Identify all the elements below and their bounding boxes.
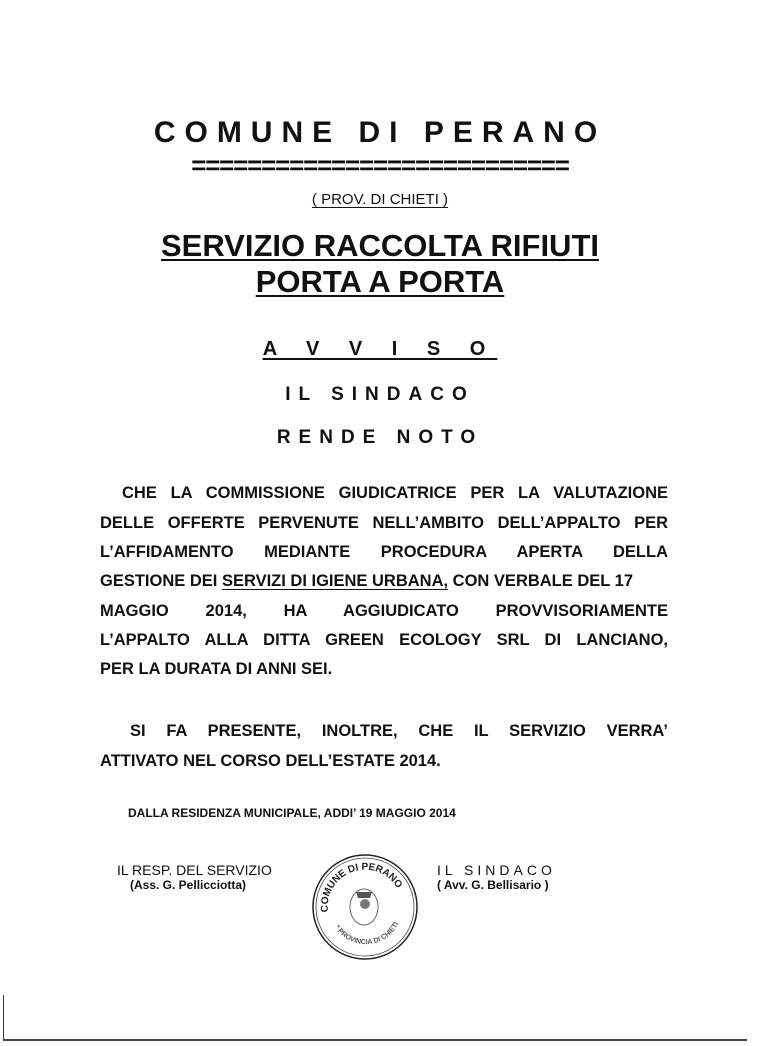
body-line: PER LA DURATA DI ANNI SEI. (100, 660, 333, 678)
body-line: L’APPALTO ALLA DITTA GREEN ECOLOGY SRL DI LANCIANO, (100, 631, 668, 649)
date-place: DALLA RESIDENZA MUNICIPALE, ADDI’ 19 MAGGIO 2014 (128, 806, 456, 820)
body-line: SI FA PRESENTE, INOLTRE, CHE IL SERVIZIO VERRA’ (130, 722, 668, 740)
body-line: CHE LA COMMISSIONE GIUDICATRICE PER LA VALUTAZIONE (122, 484, 668, 502)
body-line: L’AFFIDAMENTO MEDIANTE PROCEDURA APERTA DELLA (100, 543, 668, 561)
body-line: DELLE OFFERTE PERVENUTE NELL’AMBITO DELL’APPALTO PER (100, 514, 668, 532)
scan-edge-horizontal (3, 1039, 747, 1041)
scan-edge-vertical (3, 995, 4, 1040)
sindaco-title: IL SINDACO (437, 862, 556, 878)
resp-title: IL RESP. DEL SERVIZIO (117, 862, 272, 878)
resp-name: (Ass. G. Pellicciotta) (130, 878, 247, 892)
svg-text:COMUNE DI PERANO: COMUNE DI PERANO (319, 861, 405, 913)
separator: =========================== (191, 150, 569, 180)
body-line: GESTIONE DEI SERVIZI DI IGIENE URBANA, CON VERBALE DEL 17 (100, 572, 633, 590)
sindaco-name: ( Avv. G. Bellisario ) (437, 878, 549, 892)
body-line: MAGGIO 2014, HA AGGIUDICATO PROVVISORIAMENTE (100, 602, 668, 620)
municipal-seal (310, 852, 420, 962)
avviso: A V V I S O (262, 338, 498, 360)
body-line: ATTIVATO NEL CORSO DELL’ESTATE 2014. (100, 752, 441, 770)
title-line-2: PORTA A PORTA (255, 264, 505, 299)
services-underlined: SERVIZI DI IGIENE URBANA, (221, 572, 449, 590)
provincia: ( PROV. DI CHIETI ) (311, 191, 449, 208)
rende-noto: RENDE NOTO (276, 427, 484, 448)
title-line-1: SERVIZIO RACCOLTA RIFIUTI (160, 228, 599, 263)
comune-heading: COMUNE DI PERANO (153, 116, 607, 149)
il-sindaco: IL SINDACO (285, 384, 475, 405)
svg-text:* PROVINCIA DI CHIETI: * PROVINCIA DI CHIETI (333, 921, 401, 947)
